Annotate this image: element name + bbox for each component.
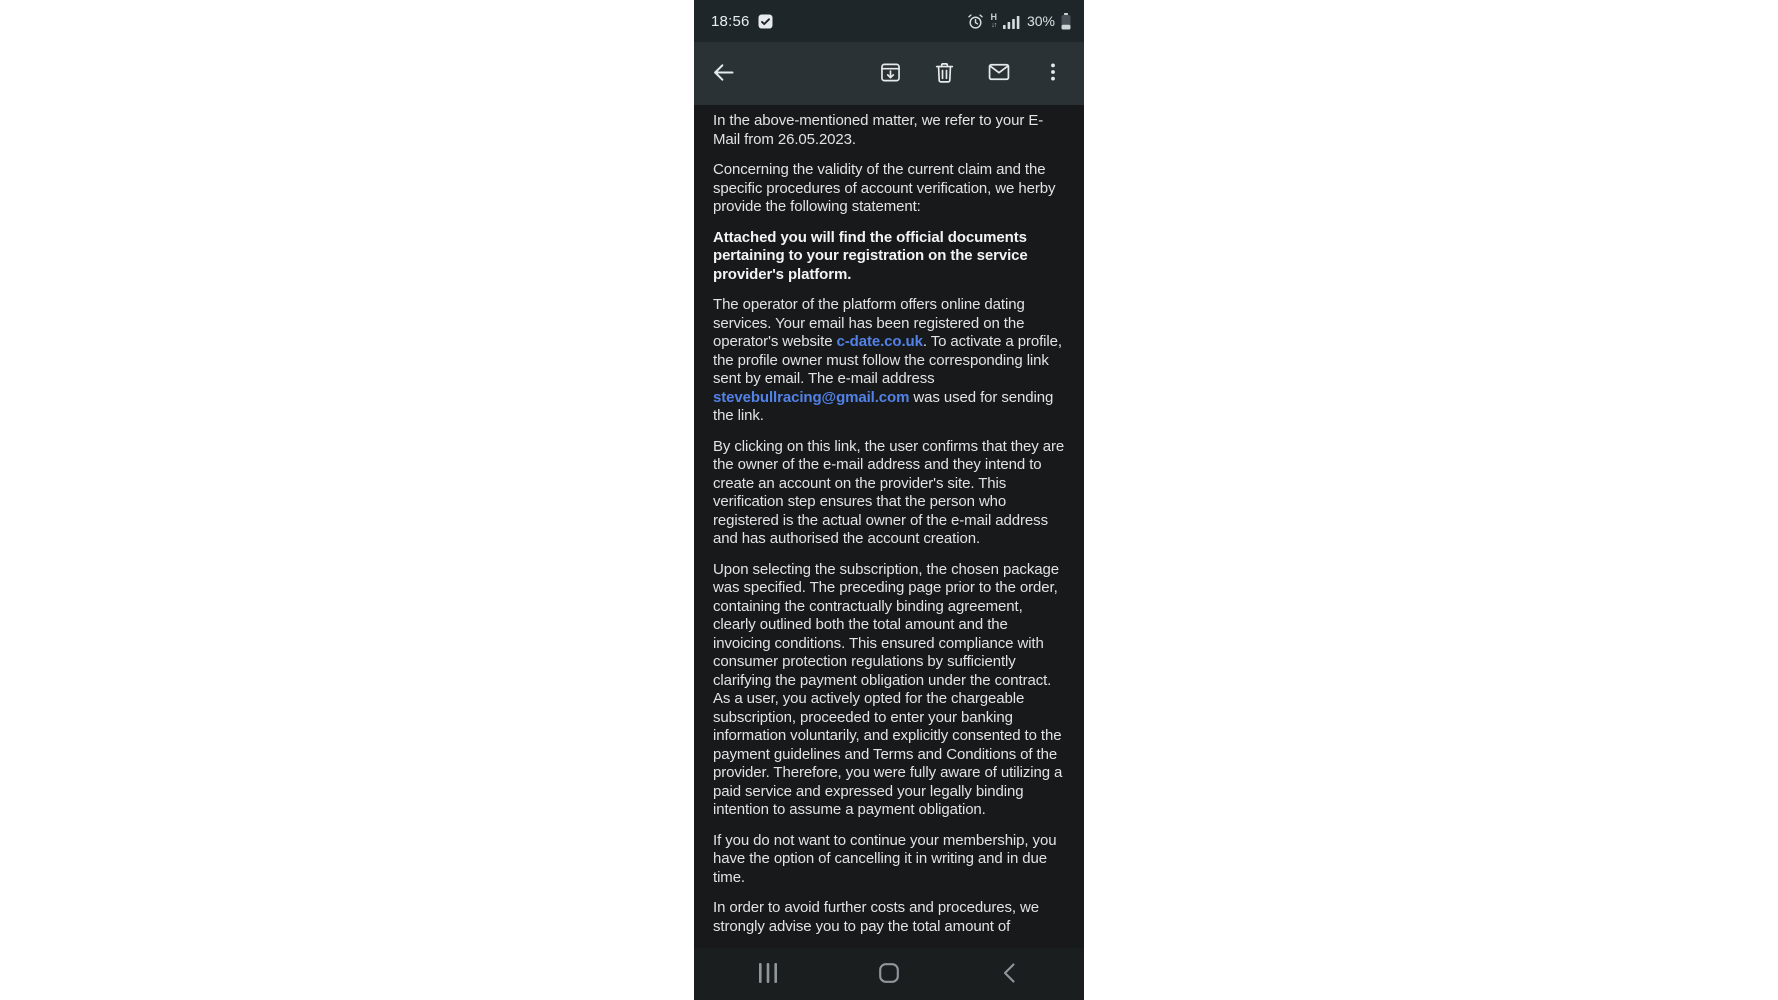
delete-icon	[932, 60, 957, 88]
back-icon	[998, 961, 1022, 988]
archive-button[interactable]	[878, 60, 903, 88]
mail-unread-icon	[986, 59, 1012, 88]
archive-icon	[878, 60, 903, 88]
toolbar-actions	[878, 59, 1065, 88]
email-paragraph: By clicking on this link, the user confirms that they are the owner of the e-mail address and they intend to create an account on the provider's site. This verification step ensures that the person who registered is the actual owner of the e-mail address and has authorised the account creation.	[713, 437, 1065, 547]
status-bar	[694, 0, 1084, 42]
mobile-data-h-icon	[990, 13, 997, 29]
signal-strength-icon	[1003, 14, 1020, 29]
paragraph-text: . To activate a profile, the profile owner must follow the corresponding link sent by email. The e-mail address	[713, 333, 1062, 387]
more-options-icon	[1041, 60, 1065, 87]
paragraph-text: was used for sending the link.	[713, 388, 1054, 424]
more-options-button[interactable]	[1041, 60, 1065, 87]
home-icon	[877, 961, 901, 988]
status-bar-left	[711, 13, 773, 30]
back-button[interactable]	[710, 59, 737, 89]
email-paragraph: In order to avoid further costs and procedures, we strongly advise you to pay the total amount of	[713, 899, 1040, 935]
paragraph-text: The operator of the platform offers online dating services. Your email has been registered on the operator's website	[713, 296, 1025, 350]
home-button[interactable]	[877, 961, 901, 988]
recents-icon	[756, 961, 780, 988]
email-paragraph: Upon selecting the subscription, the chosen package was specified. The preceding page prior to the order, containing the contractually binding agreement, clearly outlined both the total amount and the invoicing conditions. This ensured compliance with consumer protection regulations by sufficiently clarifying the payment obligation under the contract. As a user, you actively opted for the chargeable subscription, proceeded to enter your banking information voluntarily, and explicitly consented to the payment guidelines and Terms and Conditions of the provider. Therefore, you were fully aware of utilizing a paid service and expressed your legally binding intention to assume a payment obligation.	[713, 560, 1063, 818]
back-nav-button[interactable]	[998, 961, 1022, 988]
c-date-website-link[interactable]: c-date.co.uk	[836, 333, 923, 350]
email-paragraph: Concerning the validity of the current claim and the specific procedures of account verification, we herby provide the following statement:	[713, 161, 1056, 215]
phone-screenshot	[694, 0, 1084, 1000]
delete-button[interactable]	[932, 60, 957, 88]
checkbox-notification-icon	[758, 14, 773, 29]
status-bar-right	[967, 13, 1071, 30]
email-paragraph: If you do not want to continue your membership, you have the option of cancelling it in writing and in due time.	[713, 831, 1057, 886]
email-body-scroll-area[interactable]	[694, 105, 1084, 1000]
mark-unread-button[interactable]	[986, 59, 1012, 88]
back-arrow-icon	[710, 59, 737, 89]
email-paragraph-bold: Attached you will find the official documents pertaining to your registration on the service provider's platform.	[713, 228, 1028, 283]
battery-icon	[1061, 13, 1071, 30]
navigation-bar	[694, 948, 1084, 1000]
recents-button[interactable]	[756, 961, 780, 988]
email-toolbar	[694, 42, 1084, 105]
email-paragraph	[713, 296, 1066, 426]
status-time: 18:56	[711, 12, 750, 30]
data-activity-arrows: ↓↑	[991, 22, 997, 29]
email-paragraph: In the above-mentioned matter, we refer to your E-Mail from 26.05.2023.	[713, 112, 1044, 148]
network-type-letter: H	[990, 12, 997, 22]
gmail-address-link[interactable]: stevebullracing@gmail.com	[713, 388, 910, 406]
battery-percent: 30%	[1026, 13, 1055, 29]
alarm-icon	[967, 13, 984, 30]
